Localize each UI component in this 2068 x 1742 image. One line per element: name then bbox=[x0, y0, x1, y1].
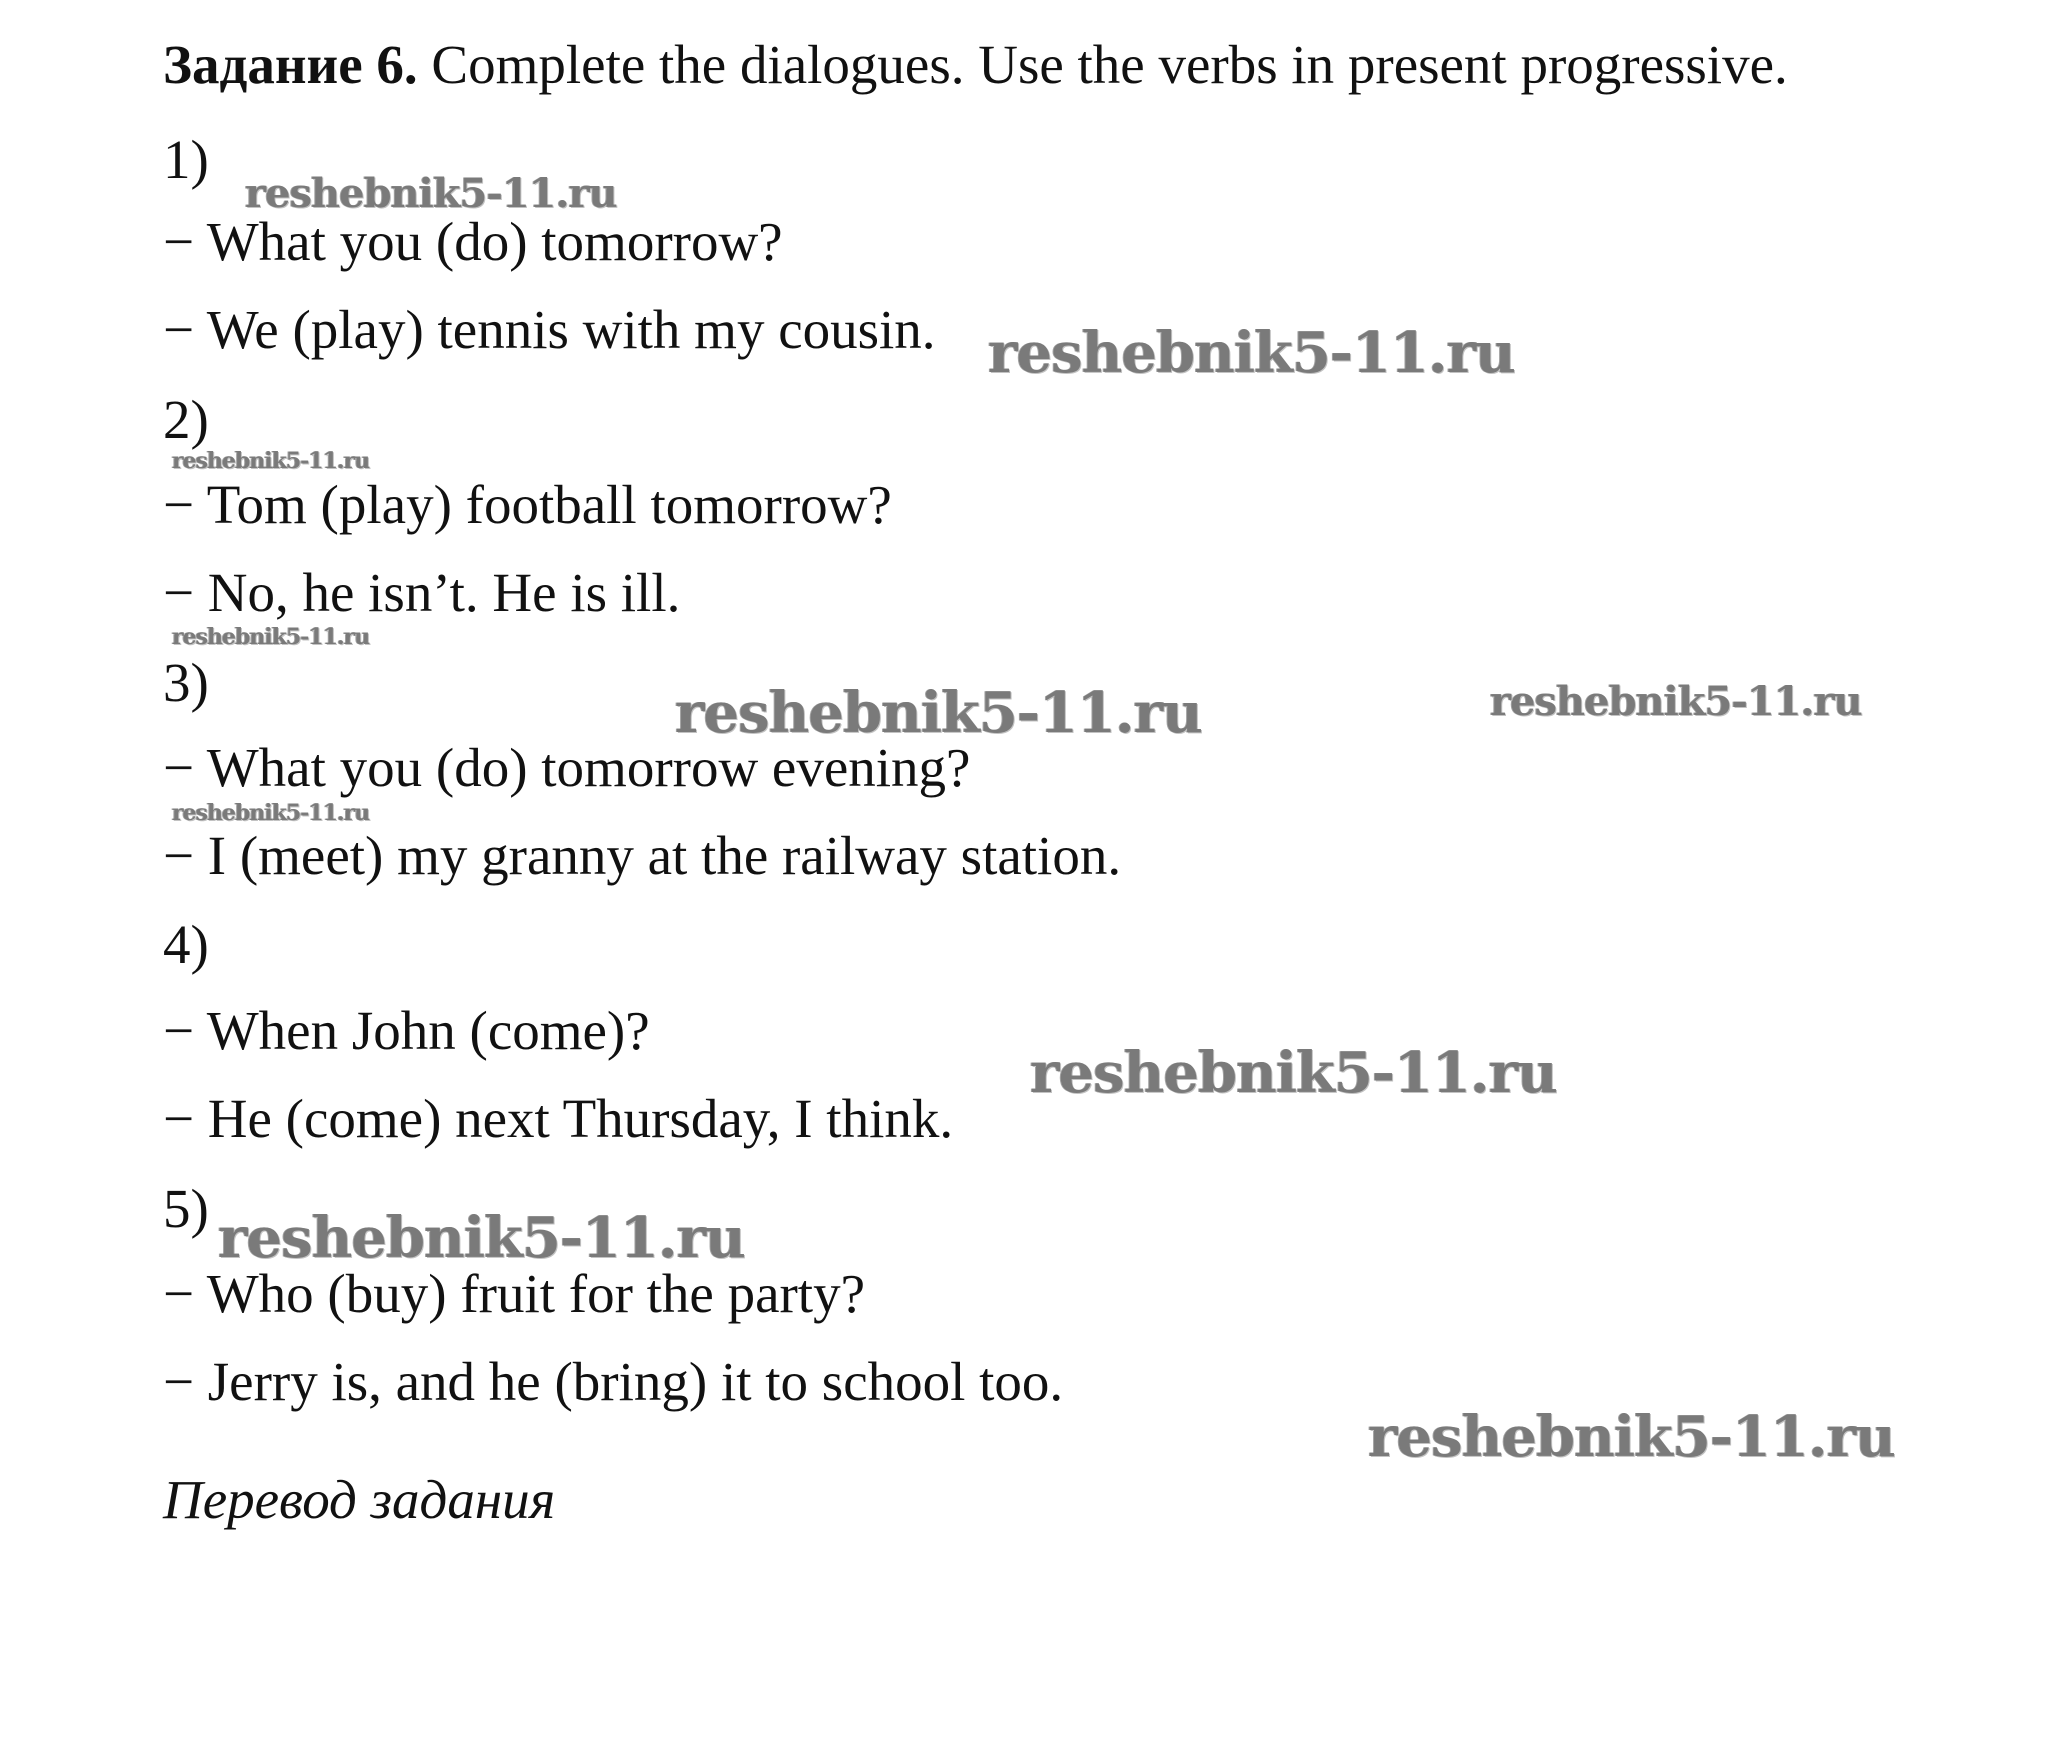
dialogue-3-line-2: − I (meet) my granny at the railway station. bbox=[163, 825, 1122, 886]
watermark: reshebnik5-11.ru bbox=[988, 320, 1515, 386]
dialogue-2-line-1: − Tom (play) football tomorrow? bbox=[163, 474, 892, 535]
translation-link[interactable]: Перевод задания bbox=[163, 1469, 556, 1530]
dialogue-1-line-1: − What you (do) tomorrow? bbox=[163, 211, 783, 272]
dialogue-number-5: 5) bbox=[163, 1178, 209, 1239]
task-heading bbox=[163, 30, 1788, 100]
dialogue-number-1: 1) bbox=[163, 129, 209, 190]
dialogue-number-4: 4) bbox=[163, 914, 209, 975]
watermark: reshebnik5-11.ru bbox=[172, 624, 370, 650]
watermark: reshebnik5-11.ru bbox=[245, 170, 617, 217]
watermark: reshebnik5-11.ru bbox=[675, 680, 1202, 746]
watermark: reshebnik5-11.ru bbox=[218, 1205, 745, 1271]
dialogue-5-line-1: − Who (buy) fruit for the party? bbox=[163, 1263, 866, 1324]
watermark: reshebnik5-11.ru bbox=[172, 800, 370, 826]
dialogue-4-line-1: − When John (come)? bbox=[163, 1000, 650, 1061]
watermark: reshebnik5-11.ru bbox=[1490, 678, 1862, 725]
task-instruction: Complete the dialogues. Use the verbs in present progressive. bbox=[431, 34, 1788, 95]
dialogue-number-2: 2) bbox=[163, 389, 209, 450]
task-number: Задание 6. bbox=[163, 34, 418, 95]
dialogue-2-line-2: − No, he isn’t. He is ill. bbox=[163, 562, 681, 623]
dialogue-5-line-2: − Jerry is, and he (bring) it to school too. bbox=[163, 1351, 1064, 1412]
watermark: reshebnik5-11.ru bbox=[172, 448, 370, 474]
dialogue-1-line-2: − We (play) tennis with my cousin. bbox=[163, 299, 936, 360]
watermark: reshebnik5-11.ru bbox=[1368, 1404, 1895, 1470]
dialogue-number-3: 3) bbox=[163, 652, 209, 713]
dialogue-4-line-2: − He (come) next Thursday, I think. bbox=[163, 1088, 954, 1149]
dialogue-3-line-1: − What you (do) tomorrow evening? bbox=[163, 737, 971, 798]
watermark: reshebnik5-11.ru bbox=[1030, 1040, 1557, 1106]
